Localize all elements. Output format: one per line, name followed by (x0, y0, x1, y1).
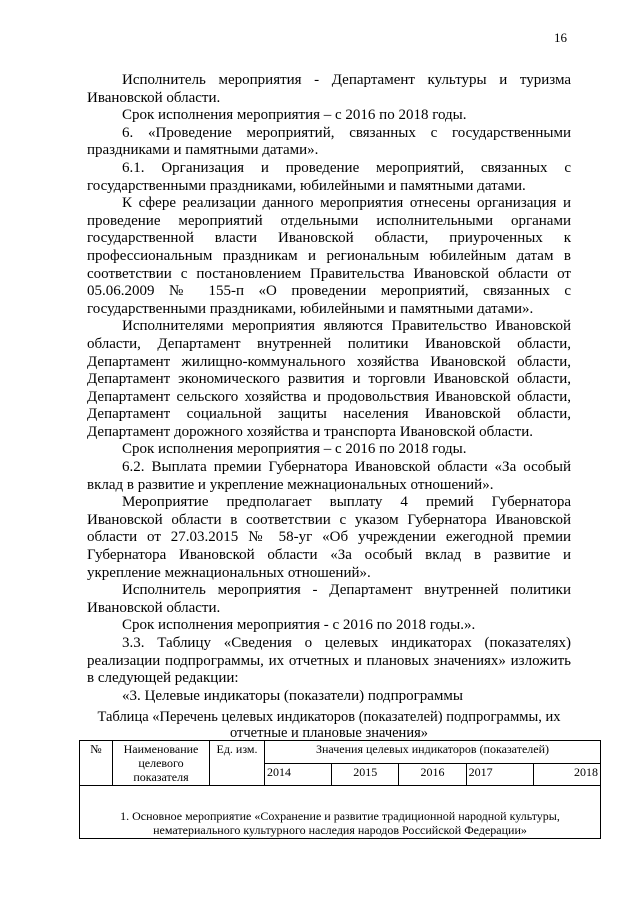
year-cell: 2018 (533, 763, 600, 786)
indicators-table (79, 740, 601, 839)
year-cell: 2017 (466, 763, 533, 786)
paragraph: Срок исполнения мероприятия - с 2016 по 2018 годы.». (122, 617, 476, 634)
table-empty-row (80, 786, 601, 809)
year-cell: 2014 (265, 763, 332, 786)
paragraph: Мероприятие предполагает выплату 4 премий Губернатора Ивановской области в соответствии с указом Губернатора Ивановской области от 27.03.2015 № 58-уг «Об учреждении ежегодной премии Губернатора Ивановской области «За особый вклад в развитие и укрепление межнациональных отношений». (87, 494, 571, 581)
paragraph: К сфере реализации данного мероприятия отнесены организация и проведение мероприятий отдельными исполнительными органами государственной власти Ивановской области, приуроченных к профессиональным праздникам и региональным юбилейным датам в соответствии с постановлением Правительства Ивановской области от 05.06.2009 № 155-п «О проведении мероприятий, связанных с государственными праздниками, юбилейными и памятными датами». (87, 195, 571, 317)
paragraph: Срок исполнения мероприятия – с 2016 по 2018 годы. (122, 441, 467, 458)
paragraph: 3.3. Таблицу «Сведения о целевых индикаторах (показателях) реализации подпрограммы, их отчетных и плановых значениях» изложить в следующей редакции: (87, 635, 571, 687)
header-indicator-name: Наименование целевого показателя (113, 741, 210, 786)
paragraph: 6.2. Выплата премии Губернатора Ивановской области «За особый вклад в развитие и укрепление межнациональных отношений». (87, 459, 571, 493)
page-number: 16 (554, 30, 567, 45)
section-heading: «3. Целевые индикаторы (показатели) подпрограммы (122, 687, 463, 704)
section-cell: 1. Основное мероприятие «Сохранение и развитие традиционной народной культуры, нематериального культурного наследия народов Российской Федерации» (80, 808, 601, 839)
year-cell: 2016 (399, 763, 466, 786)
table-section-row (80, 808, 601, 839)
year-cell: 2015 (332, 763, 399, 786)
paragraph: Исполнителями мероприятия являются Правительство Ивановской области, Департамент внутренней политики Ивановской области, Департамент жилищно-коммунального хозяйства Ивановской области, Департамент экономического развития и торговли Ивановской области, Департамент сельского хозяйства и продовольствия Ивановской области, Департамент социальной защиты населения Ивановской области, Департамент дорожного хозяйства и транспорта Ивановской области. (87, 318, 571, 440)
table-header-row (80, 741, 601, 764)
document-body (87, 72, 571, 705)
header-number: № (80, 741, 113, 786)
paragraph: Исполнитель мероприятия - Департамент внутренней политики Ивановской области. (87, 582, 571, 616)
header-unit: Ед. изм. (210, 741, 265, 786)
table-caption: Таблица «Перечень целевых индикаторов (показателей) подпрограммы, их отчетные и плановые значения» (97, 709, 561, 741)
paragraph: 6. «Проведение мероприятий, связанных с государственными праздниками и памятными датами». (87, 124, 571, 159)
paragraph: Исполнитель мероприятия - Департамент культуры и туризма Ивановской области. (87, 72, 571, 106)
paragraph: 6.1. Организация и проведение мероприятий, связанных с государственными праздниками, юбилейными и памятными датами. (87, 159, 571, 194)
empty-cell (80, 786, 601, 809)
header-values: Значения целевых индикаторов (показателей) (265, 741, 601, 764)
paragraph: Срок исполнения мероприятия – с 2016 по 2018 годы. (122, 107, 467, 124)
